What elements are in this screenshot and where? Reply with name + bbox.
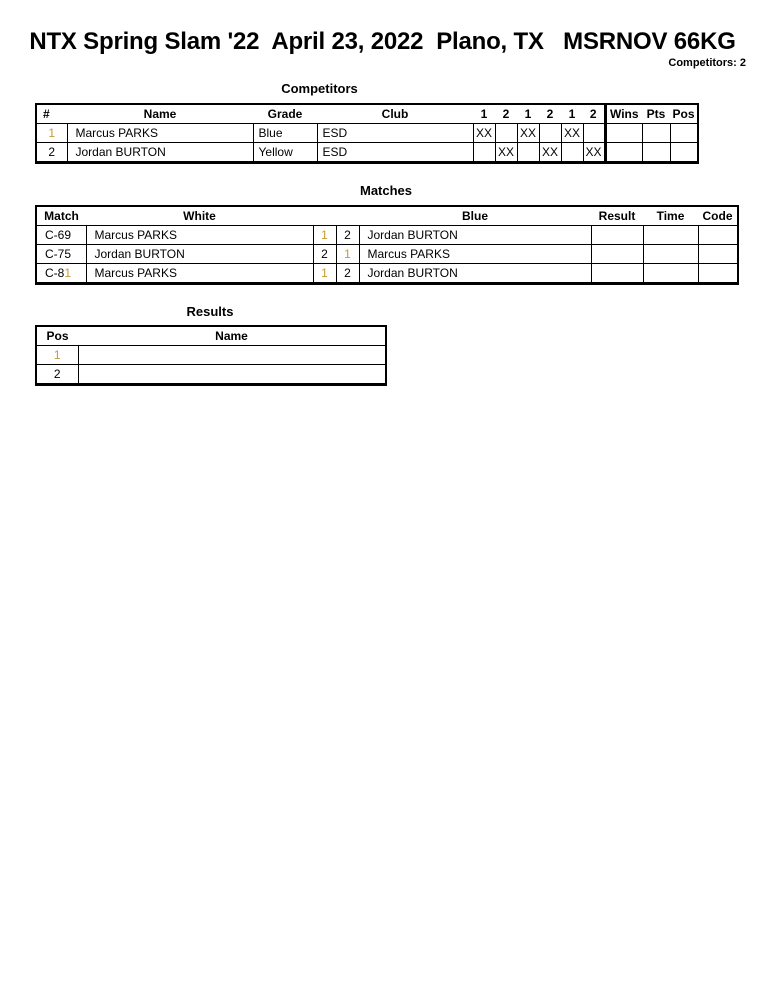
result-pos: 2 xyxy=(36,365,78,385)
result-row xyxy=(36,365,386,385)
match-code: C-69 xyxy=(36,226,86,245)
wins-cell xyxy=(605,124,642,143)
competitors-col-round-3: 1 xyxy=(517,104,539,124)
blue-name: Marcus PARKS xyxy=(359,245,591,264)
code-cell xyxy=(698,245,738,264)
result-row xyxy=(36,346,386,365)
competitor-number: 2 xyxy=(36,143,67,163)
round-cell xyxy=(517,143,539,163)
white-number-spacer xyxy=(313,206,336,226)
competitor-grade: Yellow xyxy=(253,143,317,163)
pts-cell xyxy=(642,124,670,143)
competitors-count: Competitors: 2 xyxy=(668,57,746,69)
competitors-col-round-4: 2 xyxy=(539,104,561,124)
round-cell: XX xyxy=(495,143,517,163)
matches-header-row xyxy=(36,206,738,226)
white-name: Marcus PARKS xyxy=(86,226,313,245)
round-cell: XX xyxy=(583,143,605,163)
round-cell xyxy=(473,143,495,163)
blue-number-spacer xyxy=(336,206,359,226)
competitors-header-row xyxy=(36,104,698,124)
result-cell xyxy=(591,264,643,284)
matches-col-time: Time xyxy=(643,206,698,226)
white-number: 1 xyxy=(313,264,336,284)
code-cell xyxy=(698,226,738,245)
matches-col-match: Match xyxy=(36,206,86,226)
competitor-grade: Blue xyxy=(253,124,317,143)
competitor-name: Jordan BURTON xyxy=(67,143,253,163)
white-number: 2 xyxy=(313,245,336,264)
code-cell xyxy=(698,264,738,284)
white-name: Marcus PARKS xyxy=(86,264,313,284)
competitors-col-round-2: 2 xyxy=(495,104,517,124)
page-title: NTX Spring Slam '22 April 23, 2022 Plano, TX MSRNOV 66KG xyxy=(29,28,736,55)
competitor-row xyxy=(36,124,698,143)
matches-col-code: Code xyxy=(698,206,738,226)
competitor-name: Marcus PARKS xyxy=(67,124,253,143)
competitors-col-name: Name xyxy=(67,104,253,124)
results-header-row xyxy=(36,326,386,346)
results-table xyxy=(35,325,387,386)
result-name xyxy=(78,365,386,385)
competitor-number: 1 xyxy=(36,124,67,143)
round-cell xyxy=(561,143,583,163)
matches-heading: Matches xyxy=(359,183,413,198)
blue-number: 2 xyxy=(336,264,359,284)
result-pos: 1 xyxy=(36,346,78,365)
round-cell: XX xyxy=(517,124,539,143)
white-name: Jordan BURTON xyxy=(86,245,313,264)
time-cell xyxy=(643,264,698,284)
competitors-col-round-5: 1 xyxy=(561,104,583,124)
pts-cell xyxy=(642,143,670,163)
blue-number: 1 xyxy=(336,245,359,264)
competitors-col-wins: Wins xyxy=(605,104,642,124)
results-col-pos: Pos xyxy=(36,326,78,346)
matches-col-white: White xyxy=(86,206,313,226)
matches-table xyxy=(35,205,739,285)
wins-cell xyxy=(605,143,642,163)
competitors-col-grade: Grade xyxy=(253,104,317,124)
competitor-club: ESD xyxy=(317,124,473,143)
competitors-table xyxy=(35,103,699,164)
white-number: 1 xyxy=(313,226,336,245)
pos-cell xyxy=(670,124,698,143)
result-cell xyxy=(591,226,643,245)
result-name xyxy=(78,346,386,365)
time-cell xyxy=(643,226,698,245)
match-row xyxy=(36,245,738,264)
competitor-club: ESD xyxy=(317,143,473,163)
competitors-col-pos: Pos xyxy=(670,104,698,124)
results-col-name: Name xyxy=(78,326,386,346)
matches-col-result: Result xyxy=(591,206,643,226)
competitor-row xyxy=(36,143,698,163)
match-code: C-81 xyxy=(36,264,86,284)
match-row xyxy=(36,264,738,284)
competitors-col-num: # xyxy=(36,104,67,124)
competitors-col-club: Club xyxy=(317,104,473,124)
time-cell xyxy=(643,245,698,264)
blue-name: Jordan BURTON xyxy=(359,264,591,284)
pos-cell xyxy=(670,143,698,163)
competitors-heading: Competitors xyxy=(281,81,358,96)
competitors-col-pts: Pts xyxy=(642,104,670,124)
round-cell xyxy=(539,124,561,143)
blue-number: 2 xyxy=(336,226,359,245)
matches-col-blue: Blue xyxy=(359,206,591,226)
round-cell: XX xyxy=(539,143,561,163)
result-cell xyxy=(591,245,643,264)
round-cell xyxy=(495,124,517,143)
match-row xyxy=(36,226,738,245)
round-cell: XX xyxy=(561,124,583,143)
round-cell: XX xyxy=(473,124,495,143)
competitors-col-round-6: 2 xyxy=(583,104,605,124)
match-code: C-75 xyxy=(36,245,86,264)
round-cell xyxy=(583,124,605,143)
blue-name: Jordan BURTON xyxy=(359,226,591,245)
competitors-col-round-1: 1 xyxy=(473,104,495,124)
results-heading: Results xyxy=(186,304,234,319)
